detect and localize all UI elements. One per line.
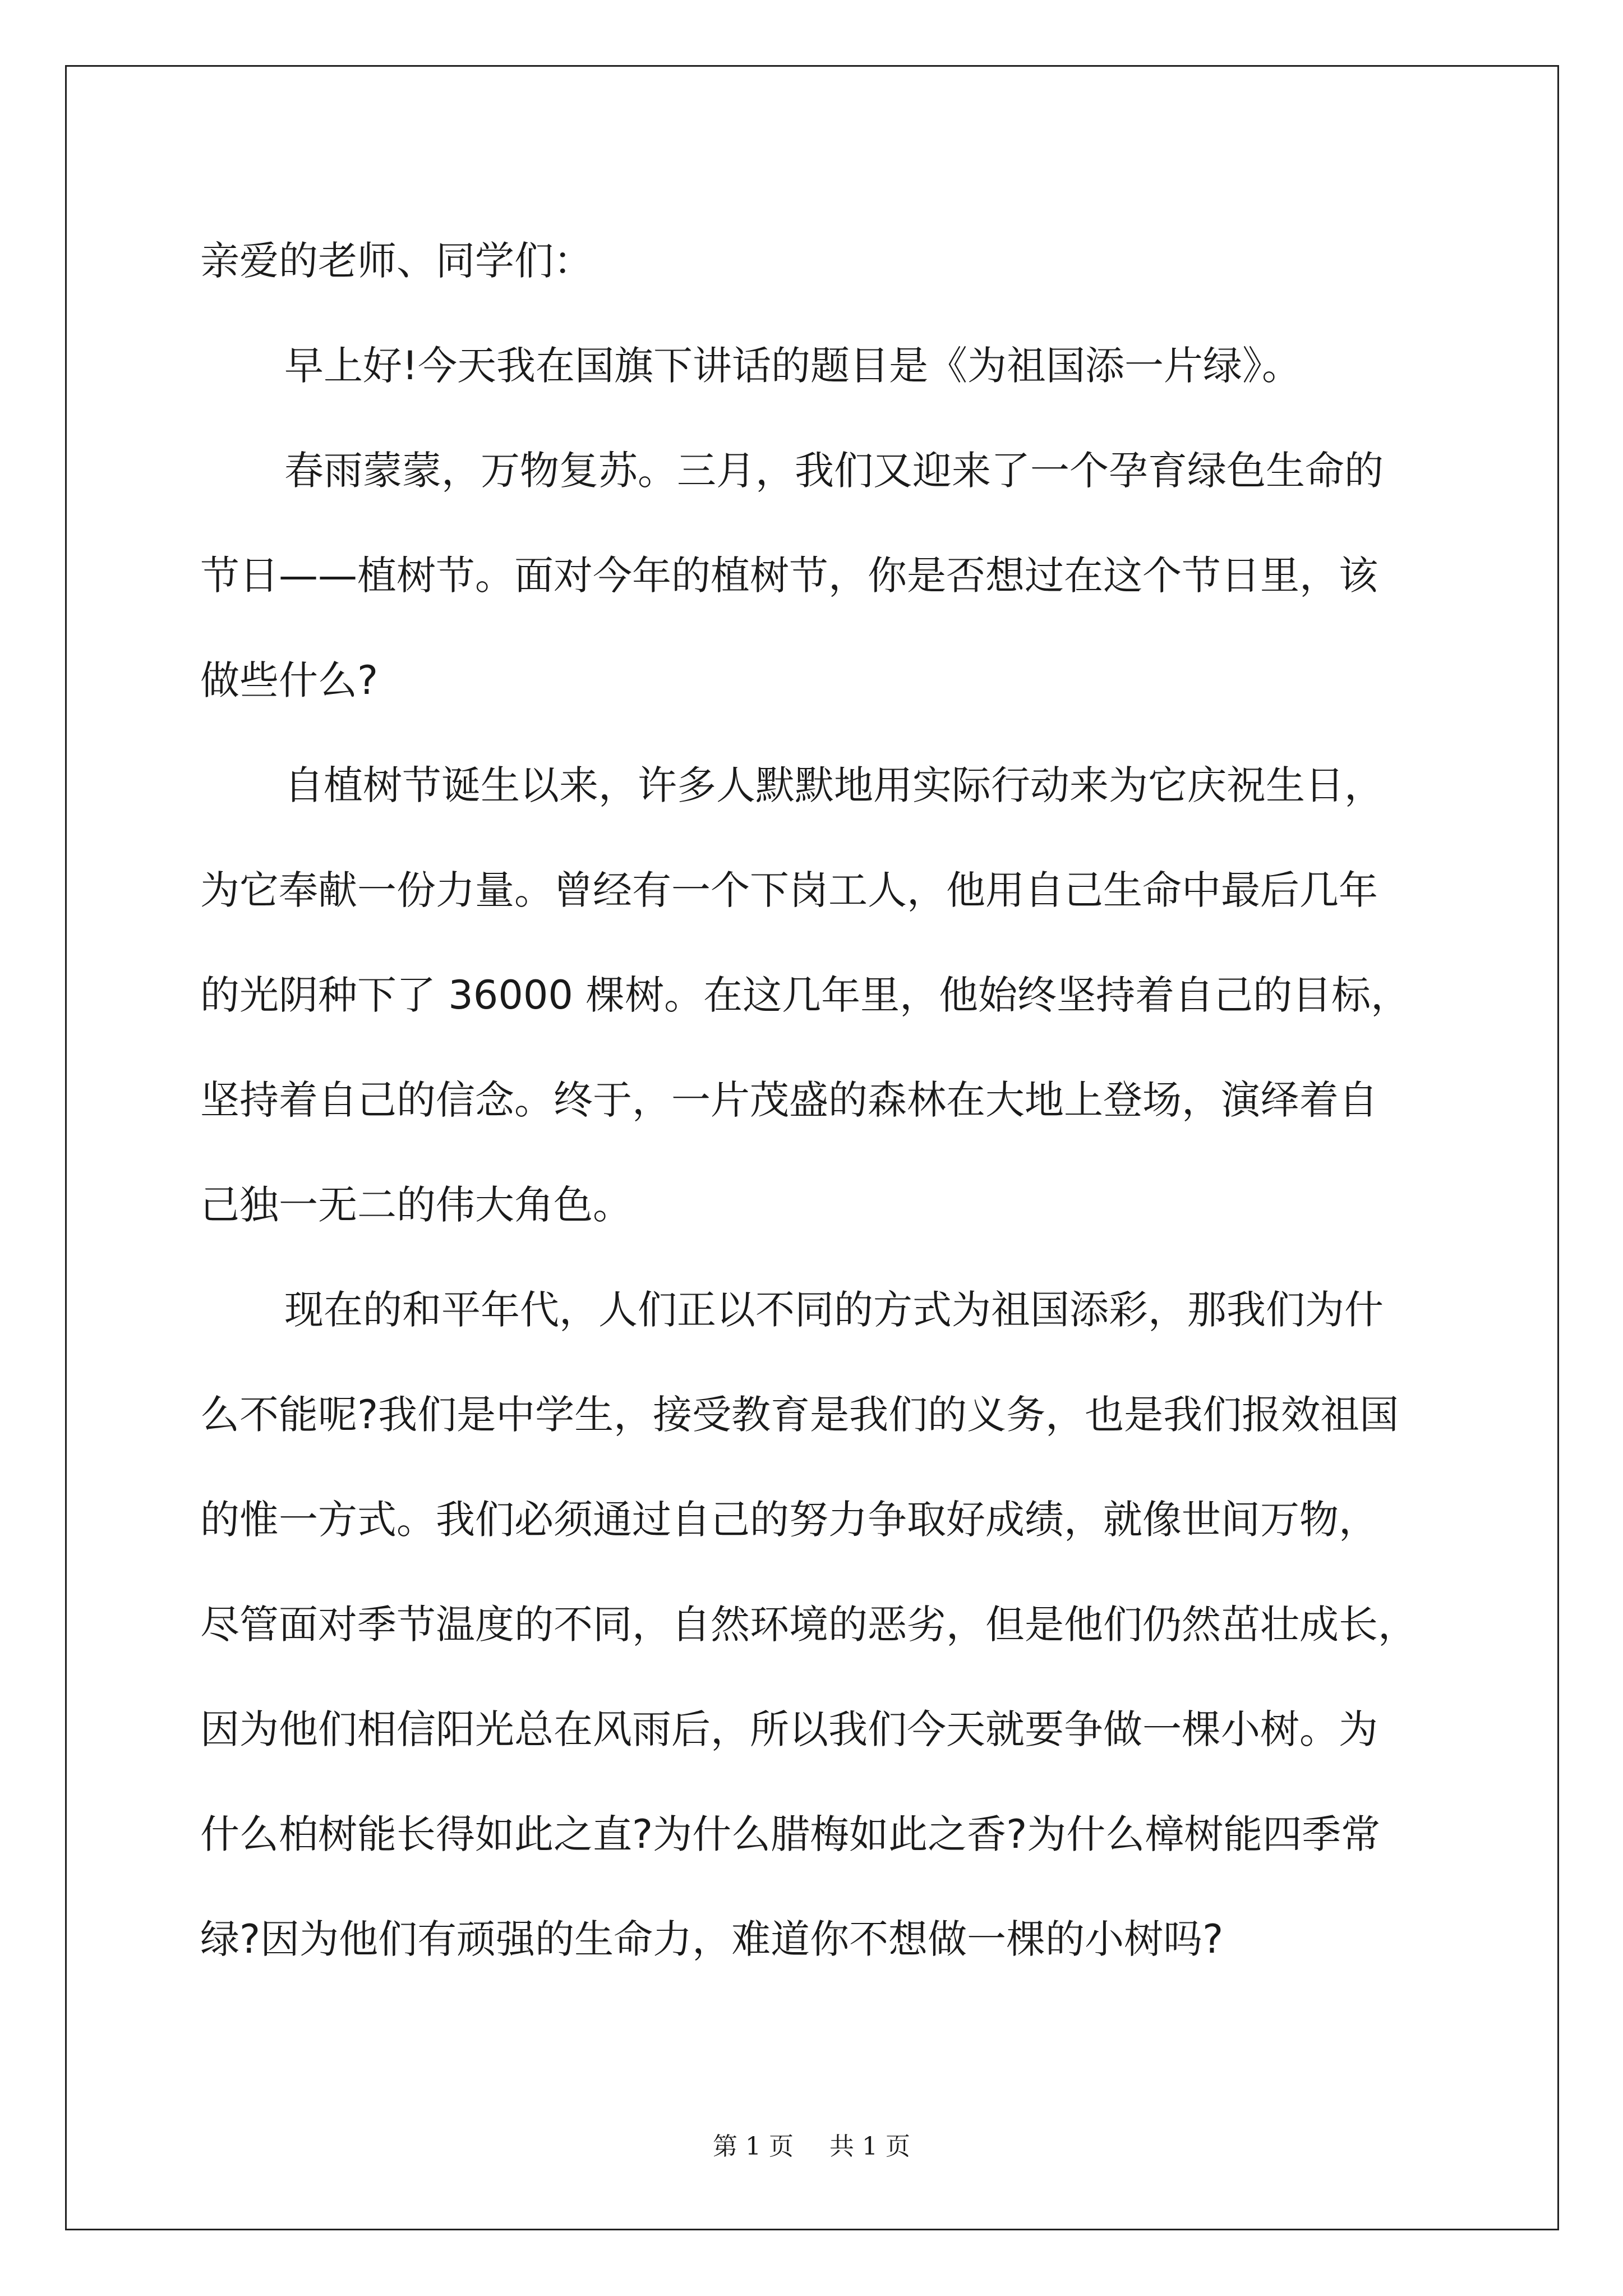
paragraph (200, 733, 1434, 1258)
text-line: 亲爱的老师、同学们： (200, 238, 593, 284)
paragraph (200, 418, 1434, 733)
page-footer (0, 2126, 1623, 2162)
text-line: 春雨蒙蒙，万物复苏。三月，我们又迎来了一个孕育绿色生命的 (284, 448, 1384, 494)
text-line: 做些什么? (200, 657, 379, 703)
text-line: 现在的和平年代，人们正以不同的方式为祖国添彩，那我们为什 (284, 1287, 1384, 1333)
text-line: 坚持着自己的信念。终于，一片茂盛的森林在大地上登场，演绎着自 (200, 1077, 1378, 1123)
paragraph (200, 209, 1434, 314)
text-line: 节日——植树节。面对今年的植树节，你是否想过在这个节日里，该 (200, 553, 1378, 599)
text-line: 么不能呢?我们是中学生，接受教育是我们的义务，也是我们报效祖国 (200, 1392, 1399, 1438)
document-body (200, 209, 1434, 1992)
page-total: 共 1 页 (829, 2132, 910, 2161)
text-line: 什么柏树能长得如此之直?为什么腊梅如此之香?为什么樟树能四季常 (200, 1811, 1381, 1857)
text-line: 己独一无二的伟大角色。 (200, 1182, 632, 1228)
page-number: 第 1 页 (713, 2132, 794, 2161)
text-line: 绿?因为他们有顽强的生命力，难道你不想做一棵的小树吗? (200, 1916, 1224, 1962)
paragraph (200, 1258, 1434, 1992)
text-line: 尽管面对季节温度的不同，自然环境的恶劣，但是他们仍然茁壮成长， (200, 1602, 1417, 1648)
text-line: 自植树节诞生以来，许多人默默地用实际行动来为它庆祝生日， (284, 762, 1384, 808)
text-line: 的惟一方式。我们必须通过自己的努力争取好成绩，就像世间万物， (200, 1497, 1378, 1543)
paragraph (200, 314, 1434, 418)
text-line: 早上好!今天我在国旗下讲话的题目是《为祖国添一片绿》。 (284, 343, 1302, 389)
text-line: 因为他们相信阳光总在风雨后，所以我们今天就要争做一棵小树。为 (200, 1706, 1378, 1752)
text-line: 的光阴种下了 36000 棵树。在这几年里，他始终坚持着自己的目标， (200, 972, 1410, 1018)
text-line: 为它奉献一份力量。曾经有一个下岗工人，他用自己生命中最后几年 (200, 867, 1378, 913)
